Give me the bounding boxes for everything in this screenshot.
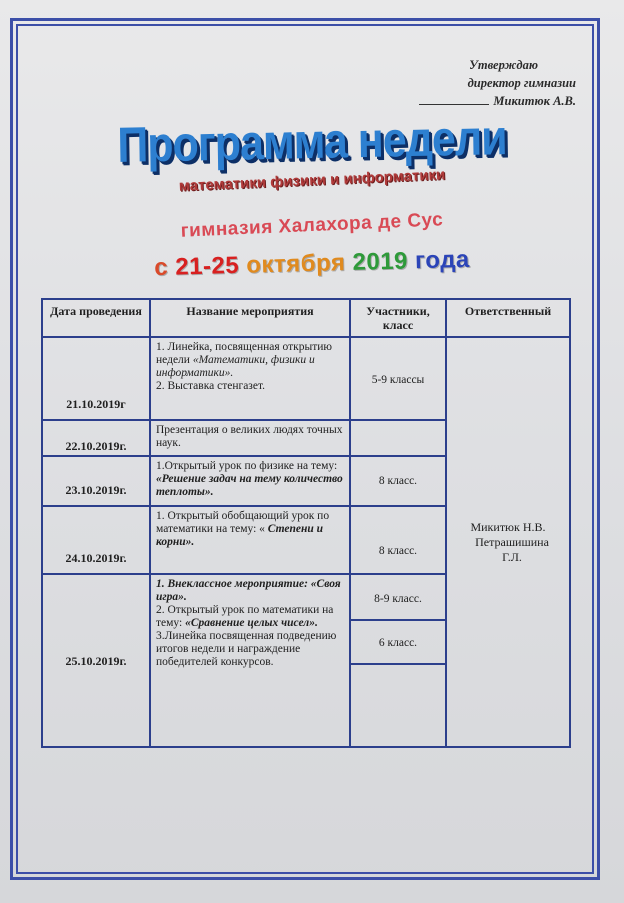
date-year: 2019 (352, 247, 409, 276)
row-5-event-c: «Сравнение целых чисел». (185, 617, 318, 629)
row-3-event-a: 1.Открытый урок по физике на тему: (156, 460, 338, 472)
row-4-participants: 8 класс. (349, 505, 447, 575)
responsible-line-2: Петрашишина Г.Л. (475, 534, 549, 564)
row-5-event-b: 2. Открытый урок по математики на тему: (156, 604, 334, 629)
school-name: гимназия Халахора де Сус (180, 209, 444, 242)
row-5-participants-1: 8-9 класс. (349, 573, 447, 621)
schedule-table (41, 298, 571, 750)
row-1-event-a: 1. Линейка, посвященная открытию недели (156, 341, 332, 366)
row-5-participants-2: 6 класс. (349, 619, 447, 665)
row-1-event (149, 336, 351, 421)
row-1-event-b: «Математики, физики и информатики». (156, 354, 315, 379)
row-4-date: 24.10.2019г. (41, 505, 151, 575)
row-4-event-b: Степени и корни». (156, 523, 324, 548)
responsible-cell (445, 336, 571, 748)
responsible-names (447, 520, 569, 565)
row-5-date: 25.10.2019г. (41, 573, 151, 748)
date-prefix: с (153, 253, 176, 282)
approval-line-3 (376, 92, 576, 110)
row-3-event-b: «Решение задач на тему количество теплоты». (156, 473, 343, 498)
page-subtitle: математики физики и информатики (178, 166, 446, 195)
date-suffix: года (414, 245, 471, 275)
row-3-participants: 8 класс. (349, 455, 447, 507)
signature-line (419, 104, 489, 105)
header-date: Дата проведения (41, 298, 151, 338)
row-5-event (149, 573, 351, 748)
row-4-event (149, 505, 351, 575)
row-2-participants (349, 419, 447, 457)
responsible-line-1: Микитюк Н.В. (470, 519, 546, 534)
header-event: Название мероприятия (149, 298, 351, 338)
row-1-event-c: 2. Выставка стенгазет. (156, 380, 265, 392)
row-4-event-a: 1. Открытый обобщающий урок по математики на тему: « (156, 510, 330, 535)
approval-signer: Микитюк А.В. (493, 94, 576, 108)
date-month: октября (245, 249, 346, 279)
row-5-event-d: 3.Линейка посвященная подведению итогов недели и награждение победителей конкурсов. (156, 630, 337, 668)
row-1-participants: 5-9 классы (349, 336, 447, 421)
approval-line-2: директор гимназии (467, 76, 576, 90)
row-2-event: Презентация о великих людях точных наук. (149, 419, 351, 457)
approval-line-1: Утверждаю (469, 58, 538, 72)
header-participants: Участники, класс (349, 298, 447, 338)
date-days: 21-25 (174, 251, 240, 281)
approval-block (376, 56, 576, 110)
row-5-event-a: 1. Внеклассное мероприятие: «Своя игра». (156, 578, 341, 603)
row-1-date: 21.10.2019г (41, 336, 151, 421)
row-3-event (149, 455, 351, 507)
row-5-participants-3 (349, 663, 447, 748)
page-title: Программа недели (116, 110, 508, 174)
header-responsible: Ответственный (445, 298, 571, 338)
row-2-date: 22.10.2019г. (41, 419, 151, 457)
row-3-date: 23.10.2019г. (41, 455, 151, 507)
